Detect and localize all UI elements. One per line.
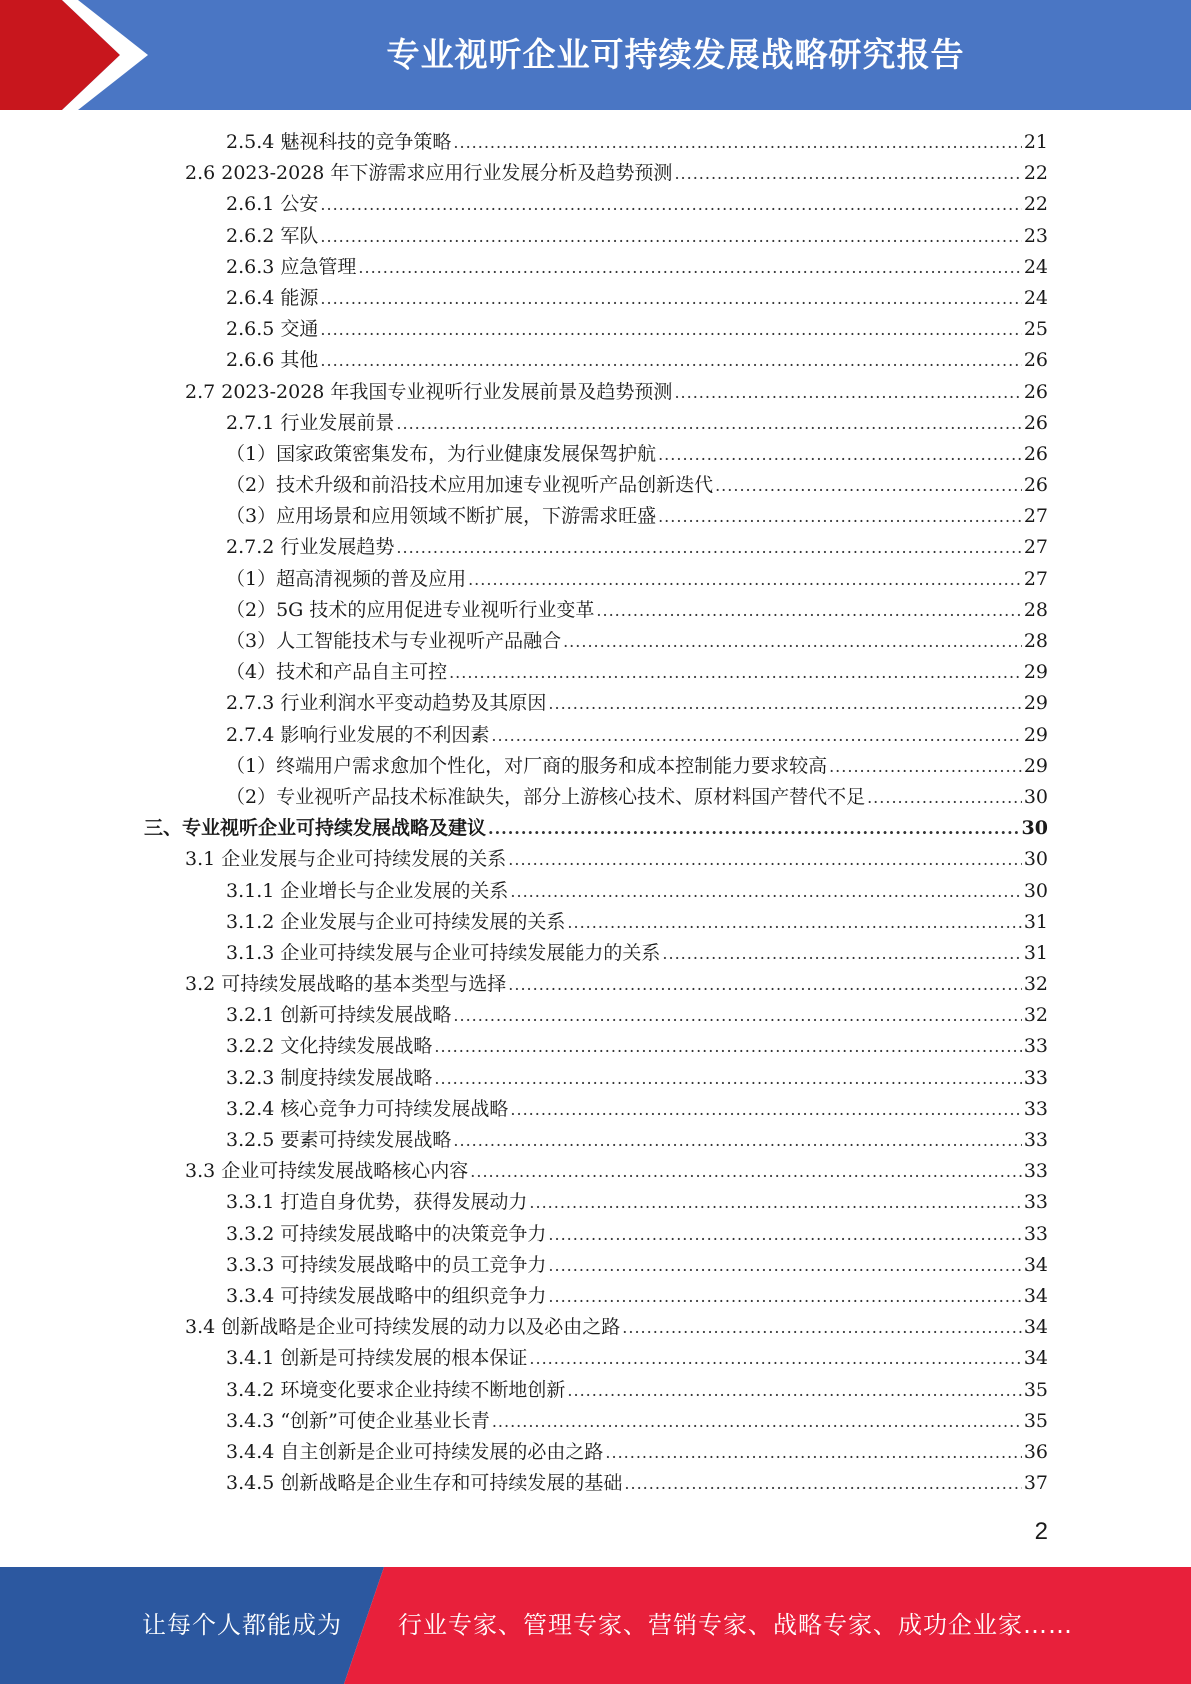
toc-entry-label: 3.4.4 自主创新是企业可持续发展的必由之路 xyxy=(226,1440,604,1463)
toc-entry-page: 33 xyxy=(1023,1066,1048,1089)
toc-entry-label: 三、专业视听企业可持续发展战略及建议 xyxy=(144,817,487,840)
toc-leader-dots xyxy=(529,1343,1021,1374)
toc-entry[interactable] xyxy=(185,969,1048,1000)
toc-leader-dots xyxy=(453,1000,1021,1031)
toc-entry[interactable] xyxy=(226,1000,1048,1031)
toc-entry[interactable] xyxy=(226,595,1048,626)
toc-entry-page: 33 xyxy=(1023,1035,1048,1058)
toc-entry-page: 26 xyxy=(1023,349,1048,372)
toc-entry-page: 33 xyxy=(1023,1129,1048,1151)
toc-entry-label: 3.2.1 创新可持续发展战略 xyxy=(226,1004,452,1027)
report-title: 专业视听企业可持续发展战略研究报告 xyxy=(386,35,965,74)
toc-entry[interactable] xyxy=(226,720,1048,751)
toc-entry-page: 24 xyxy=(1023,286,1048,309)
toc-leader-dots xyxy=(508,844,1022,875)
toc-entry-label: 3.3.3 可持续发展战略中的员工竞争力 xyxy=(226,1253,547,1276)
toc-entry-label: 3.4.3 “创新”可使企业基业长青 xyxy=(226,1409,490,1432)
toc-entry-label: 2.6.5 交通 xyxy=(226,318,319,341)
toc-entry-label: 3.3.4 可持续发展战略中的组织竞争力 xyxy=(226,1284,547,1307)
toc-entry-label: 2.5.4 魅视科技的竞争策略 xyxy=(226,131,452,153)
toc-leader-dots xyxy=(510,1094,1021,1125)
toc-entry[interactable] xyxy=(226,1343,1048,1374)
toc-entry-label: 3.3 企业可持续发展战略核心内容 xyxy=(185,1160,469,1183)
toc-leader-dots xyxy=(492,1406,1022,1437)
toc-entry-page: 32 xyxy=(1023,973,1048,996)
toc-entry[interactable] xyxy=(185,377,1048,408)
toc-leader-dots xyxy=(674,158,1021,189)
toc-leader-dots xyxy=(453,127,1021,158)
toc-leader-dots xyxy=(567,1375,1021,1406)
toc-entry-label: 3.1 企业发展与企业可持续发展的关系 xyxy=(185,848,507,871)
toc-entry-page: 33 xyxy=(1023,1222,1048,1245)
toc-entry[interactable] xyxy=(226,1468,1048,1499)
toc-entry-label: （1）国家政策密集发布，为行业健康发展保驾护航 xyxy=(226,442,657,465)
toc-entry-label: （3）人工智能技术与专业视听产品融合 xyxy=(226,630,562,652)
toc-leader-dots xyxy=(470,1156,1022,1187)
toc-entry-page: 33 xyxy=(1023,1191,1048,1214)
toc-entry[interactable] xyxy=(226,127,1048,158)
toc-entry-page: 23 xyxy=(1023,224,1048,247)
header-arrow-graphic xyxy=(0,0,160,110)
toc-leader-dots xyxy=(396,532,1021,563)
toc-entry-label: 3.3.2 可持续发展战略中的决策竞争力 xyxy=(226,1222,547,1245)
toc-leader-dots xyxy=(529,1187,1021,1218)
toc-entry-label: （4）技术和产品自主可控 xyxy=(226,661,448,684)
toc-entry-page: 31 xyxy=(1023,941,1048,964)
toc-leader-dots xyxy=(320,345,1021,376)
toc-leader-dots xyxy=(508,969,1022,1000)
toc-entry-label: 2.6.6 其他 xyxy=(226,349,319,372)
toc-entry-label: 2.7.2 行业发展趋势 xyxy=(226,536,395,559)
toc-leader-dots xyxy=(567,907,1021,938)
toc-entry[interactable] xyxy=(226,221,1048,252)
toc-entry-page: 30 xyxy=(1023,848,1048,871)
toc-leader-dots xyxy=(715,470,1022,501)
toc-leader-dots xyxy=(674,377,1021,408)
toc-leader-dots xyxy=(563,626,1022,657)
table-of-contents xyxy=(0,127,1191,1499)
toc-leader-dots xyxy=(320,283,1021,314)
toc-entry[interactable] xyxy=(226,1281,1048,1312)
footer-slogan-right: 行业专家、管理专家、营销专家、战略专家、成功企业家…… xyxy=(398,1611,1073,1639)
toc-leader-dots xyxy=(468,564,1022,595)
toc-entry[interactable] xyxy=(185,844,1048,875)
toc-leader-dots xyxy=(548,1250,1021,1281)
toc-entry[interactable] xyxy=(226,470,1048,501)
toc-entry-page: 22 xyxy=(1023,193,1048,216)
toc-entry-page: 32 xyxy=(1023,1004,1048,1027)
toc-entry-page: 28 xyxy=(1023,598,1048,621)
toc-entry[interactable] xyxy=(226,1031,1048,1062)
toc-entry-label: （3）应用场景和应用领域不断扩展，下游需求旺盛 xyxy=(226,505,657,528)
toc-entry-label: 2.7 2023-2028 年我国专业视听行业发展前景及趋势预测 xyxy=(185,380,673,403)
toc-entry[interactable] xyxy=(226,189,1048,220)
toc-entry[interactable] xyxy=(226,501,1048,532)
toc-entry-label: 2.6.3 应急管理 xyxy=(226,255,357,278)
toc-entry-label: （1）终端用户需求愈加个性化，对厂商的服务和成本控制能力要求较高 xyxy=(226,754,828,777)
toc-entry-label: 3.4.5 创新战略是企业生存和可持续发展的基础 xyxy=(226,1472,623,1495)
toc-entry[interactable] xyxy=(226,408,1048,439)
toc-entry-page: 34 xyxy=(1023,1347,1048,1370)
toc-leader-dots xyxy=(320,189,1021,220)
header-banner xyxy=(0,0,1191,110)
toc-leader-dots xyxy=(624,1468,1021,1499)
toc-entry-page: 36 xyxy=(1023,1440,1048,1463)
toc-chapter-entry[interactable] xyxy=(144,813,1048,844)
toc-leader-dots xyxy=(434,1063,1021,1094)
toc-entry-label: 3.4.1 创新是可持续发展的根本保证 xyxy=(226,1347,528,1370)
toc-entry-label: 2.7.1 行业发展前景 xyxy=(226,411,395,434)
toc-leader-dots xyxy=(491,720,1021,751)
toc-entry-page: 33 xyxy=(1023,1160,1048,1183)
toc-entry-page: 29 xyxy=(1023,723,1048,746)
toc-entry-page: 26 xyxy=(1023,380,1048,403)
footer-banner xyxy=(0,1567,1191,1684)
toc-entry[interactable] xyxy=(226,1125,1048,1156)
toc-entry-label: （2）5G 技术的应用促进专业视听行业变革 xyxy=(226,598,595,621)
page-number: 2 xyxy=(1034,1518,1048,1545)
toc-entry-label: （2）专业视听产品技术标准缺失，部分上游核心技术、原材料国产替代不足 xyxy=(226,785,866,808)
toc-leader-dots xyxy=(453,1125,1021,1156)
toc-entry-page: 33 xyxy=(1023,1097,1048,1120)
toc-entry-label: 3.4 创新战略是企业可持续发展的动力以及必由之路 xyxy=(185,1316,621,1339)
toc-leader-dots xyxy=(658,439,1022,470)
toc-entry[interactable] xyxy=(226,439,1048,470)
toc-leader-dots xyxy=(662,938,1021,969)
toc-entry-label: 2.6.2 军队 xyxy=(226,224,319,247)
toc-entry-page: 34 xyxy=(1023,1253,1048,1276)
toc-entry-label: 2.7.3 行业利润水平变动趋势及其原因 xyxy=(226,692,547,715)
toc-entry-label: （2）技术升级和前沿技术应用加速专业视听产品创新迭代 xyxy=(226,474,714,497)
toc-leader-dots xyxy=(829,751,1022,782)
toc-entry[interactable] xyxy=(226,345,1048,376)
toc-entry-page: 30 xyxy=(1023,879,1048,902)
toc-entry[interactable] xyxy=(226,532,1048,563)
toc-leader-dots xyxy=(488,813,1020,844)
toc-entry-page: 28 xyxy=(1023,630,1048,652)
toc-leader-dots xyxy=(867,782,1022,813)
toc-leader-dots xyxy=(658,501,1022,532)
toc-leader-dots xyxy=(449,657,1022,688)
toc-entry[interactable] xyxy=(226,283,1048,314)
toc-leader-dots xyxy=(605,1437,1021,1468)
toc-entry[interactable] xyxy=(226,1406,1048,1437)
toc-entry-page: 25 xyxy=(1023,318,1048,341)
toc-entry-page: 24 xyxy=(1023,255,1048,278)
toc-entry[interactable] xyxy=(226,626,1048,657)
toc-entry[interactable] xyxy=(226,564,1048,595)
toc-entry-page: 31 xyxy=(1023,910,1048,933)
toc-entry-page: 29 xyxy=(1023,692,1048,715)
toc-entry[interactable] xyxy=(226,1063,1048,1094)
toc-entry-page: 29 xyxy=(1023,661,1048,684)
toc-entry-page: 34 xyxy=(1023,1316,1048,1339)
toc-entry-page: 30 xyxy=(1021,817,1048,840)
toc-entry-label: 3.2.4 核心竞争力可持续发展战略 xyxy=(226,1097,509,1120)
toc-entry[interactable] xyxy=(226,876,1048,907)
toc-entry-label: 3.1.3 企业可持续发展与企业可持续发展能力的关系 xyxy=(226,941,661,964)
toc-entry-label: 3.3.1 打造自身优势，获得发展动力 xyxy=(226,1191,528,1214)
toc-entry-page: 22 xyxy=(1023,162,1048,185)
toc-entry[interactable] xyxy=(185,1312,1048,1343)
toc-entry[interactable] xyxy=(226,688,1048,719)
toc-leader-dots xyxy=(510,876,1021,907)
toc-entry[interactable] xyxy=(226,1250,1048,1281)
toc-entry-label: 3.2.2 文化持续发展战略 xyxy=(226,1035,433,1058)
toc-leader-dots xyxy=(434,1031,1021,1062)
toc-entry[interactable] xyxy=(226,1219,1048,1250)
toc-entry-label: 3.2.5 要素可持续发展战略 xyxy=(226,1129,452,1151)
toc-entry-label: 3.2 可持续发展战略的基本类型与选择 xyxy=(185,973,507,996)
toc-leader-dots xyxy=(548,688,1021,719)
toc-entry[interactable] xyxy=(226,751,1048,782)
toc-entry[interactable] xyxy=(226,782,1048,813)
toc-leader-dots xyxy=(320,314,1021,345)
toc-entry-label: 2.6.1 公安 xyxy=(226,193,319,216)
toc-entry-label: 2.6.4 能源 xyxy=(226,286,319,309)
toc-leader-dots xyxy=(548,1219,1021,1250)
toc-entry-page: 29 xyxy=(1023,754,1048,777)
toc-leader-dots xyxy=(396,408,1021,439)
toc-entry-label: 3.4.2 环境变化要求企业持续不断地创新 xyxy=(226,1378,566,1401)
toc-entry-page: 37 xyxy=(1023,1472,1048,1495)
toc-entry-label: 2.7.4 影响行业发展的不利因素 xyxy=(226,723,490,746)
toc-entry-label: 3.2.3 制度持续发展战略 xyxy=(226,1066,433,1089)
toc-entry[interactable] xyxy=(226,314,1048,345)
toc-entry-page: 27 xyxy=(1023,567,1048,590)
toc-entry[interactable] xyxy=(226,1187,1048,1218)
toc-entry-label: 3.1.2 企业发展与企业可持续发展的关系 xyxy=(226,910,566,933)
toc-entry-page: 26 xyxy=(1023,474,1048,497)
toc-entry-label: 3.1.1 企业增长与企业发展的关系 xyxy=(226,879,509,902)
toc-entry-page: 35 xyxy=(1023,1409,1048,1432)
toc-entry-page: 30 xyxy=(1023,785,1048,808)
toc-entry-label: （1）超高清视频的普及应用 xyxy=(226,567,467,590)
toc-leader-dots xyxy=(358,252,1021,283)
toc-entry-label: 2.6 2023-2028 年下游需求应用行业发展分析及趋势预测 xyxy=(185,162,673,185)
toc-leader-dots xyxy=(548,1281,1021,1312)
toc-entry-page: 34 xyxy=(1023,1284,1048,1307)
toc-entry-page: 27 xyxy=(1023,536,1048,559)
toc-leader-dots xyxy=(596,595,1021,626)
toc-entry[interactable] xyxy=(226,252,1048,283)
toc-entry[interactable] xyxy=(226,938,1048,969)
toc-leader-dots xyxy=(622,1312,1022,1343)
toc-entry-page: 27 xyxy=(1023,505,1048,528)
footer-slogan-left: 让每个人都能成为 xyxy=(142,1611,342,1639)
toc-entry[interactable] xyxy=(185,1156,1048,1187)
toc-entry[interactable] xyxy=(226,1375,1048,1406)
toc-leader-dots xyxy=(320,221,1021,252)
toc-entry[interactable] xyxy=(185,158,1048,189)
toc-entry-page: 35 xyxy=(1023,1378,1048,1401)
toc-entry-page: 21 xyxy=(1023,131,1048,153)
toc-entry[interactable] xyxy=(226,657,1048,688)
toc-entry[interactable] xyxy=(226,1437,1048,1468)
toc-entry-page: 26 xyxy=(1023,411,1048,434)
toc-entry[interactable] xyxy=(226,907,1048,938)
toc-entry-page: 26 xyxy=(1023,442,1048,465)
toc-entry[interactable] xyxy=(226,1094,1048,1125)
